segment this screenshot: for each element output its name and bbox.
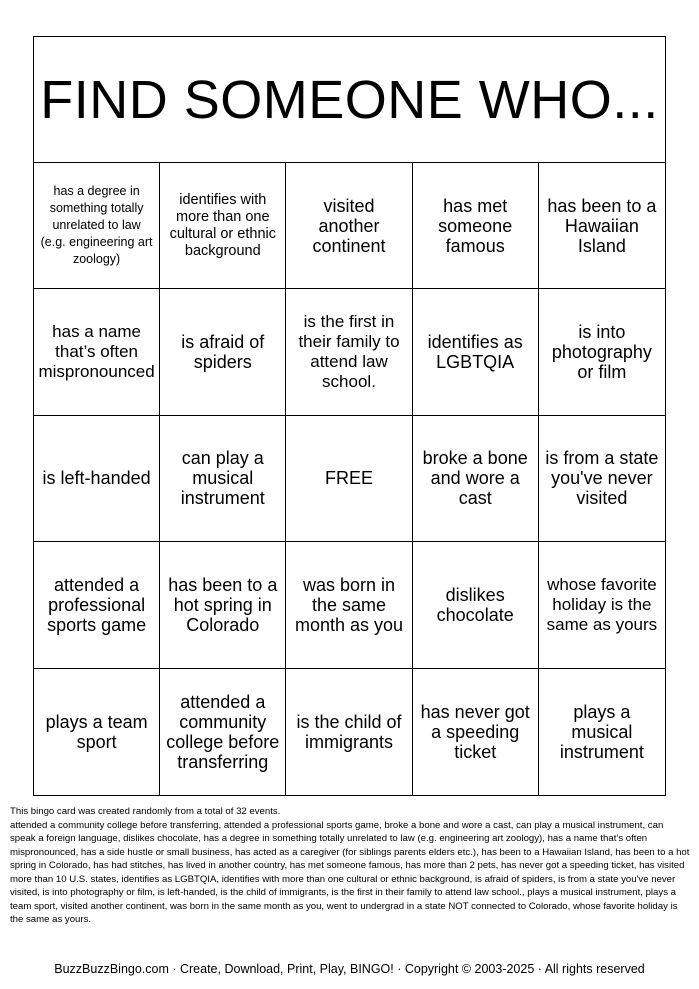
bingo-cell: attended a community college before transferring (160, 669, 286, 795)
bingo-cell: is from a state you've never visited (539, 416, 665, 542)
footer-intro: This bingo card was created randomly from a total of 32 events. (10, 806, 281, 817)
bingo-cell: has a degree in something totally unrelated to law (e.g. engineering art zoology) (34, 163, 160, 289)
bingo-cell: was born in the same month as you (286, 542, 412, 668)
bingo-cell: identifies with more than one cultural or ethnic background (160, 163, 286, 289)
event-list-footer (10, 805, 690, 927)
card-title: FIND SOMEONE WHO... (34, 37, 665, 163)
bingo-grid (34, 163, 665, 795)
bingo-cell: whose favorite holiday is the same as yours (539, 542, 665, 668)
free-space: FREE (286, 416, 412, 542)
bingo-cell: has been to a Hawaiian Island (539, 163, 665, 289)
bingo-cell: is into photography or film (539, 289, 665, 415)
bingo-cell: can play a musical instrument (160, 416, 286, 542)
bingo-cell: attended a professional sports game (34, 542, 160, 668)
bingo-cell: is the first in their family to attend law school. (286, 289, 412, 415)
bingo-cell: dislikes chocolate (413, 542, 539, 668)
bingo-cell: visited another continent (286, 163, 412, 289)
bingo-cell: broke a bone and wore a cast (413, 416, 539, 542)
bingo-cell: has been to a hot spring in Colorado (160, 542, 286, 668)
bingo-cell: is the child of immigrants (286, 669, 412, 795)
footer-event-list: attended a community college before transferring, attended a professional sports game, broke a bone and wore a cast, can play a musical instrument, can speak a foreign language, dislikes chocolate, has a degree in something totally unrelated to law (e.g. engineering art zoology), has a name that’s often mispronounced, has a side hustle or small business, has acted as a caregiver (for siblings parents elders etc.), has been to a Hawaiian Island, has been to a hot spring in Colorado, has had stitches, has lived in another country, has met someone famous, has more than 2 pets, has never got a speeding ticket, has visited more than 10 U.S. states, identifies as LGBTQIA, identifies with more than one cultural or ethnic background, is afraid of spiders, is from a state you've never visited, is into photography or film, is left-handed, is the child of immigrants, is the first in their family to attend law school., plays a musical instrument, plays a team sport, visited another continent, was born in the same month as you, went to undergrad in a state NOT connected to Colorado, whose favorite holiday is the same as yours. (10, 819, 690, 925)
bingo-card (33, 36, 666, 796)
bingo-cell: plays a team sport (34, 669, 160, 795)
bingo-cell: is afraid of spiders (160, 289, 286, 415)
bingo-cell: identifies as LGBTQIA (413, 289, 539, 415)
bingo-cell: is left-handed (34, 416, 160, 542)
bingo-cell: has never got a speeding ticket (413, 669, 539, 795)
bingo-cell: plays a musical instrument (559, 701, 644, 762)
bingo-cell: has a name that’s often mispronounced (34, 289, 160, 415)
bingo-cell: has met someone famous (413, 163, 539, 289)
copyright-line: BuzzBuzzBingo.com · Create, Download, Print, Play, BINGO! · Copyright © 2003-2025 · All rights reserved (54, 962, 645, 976)
